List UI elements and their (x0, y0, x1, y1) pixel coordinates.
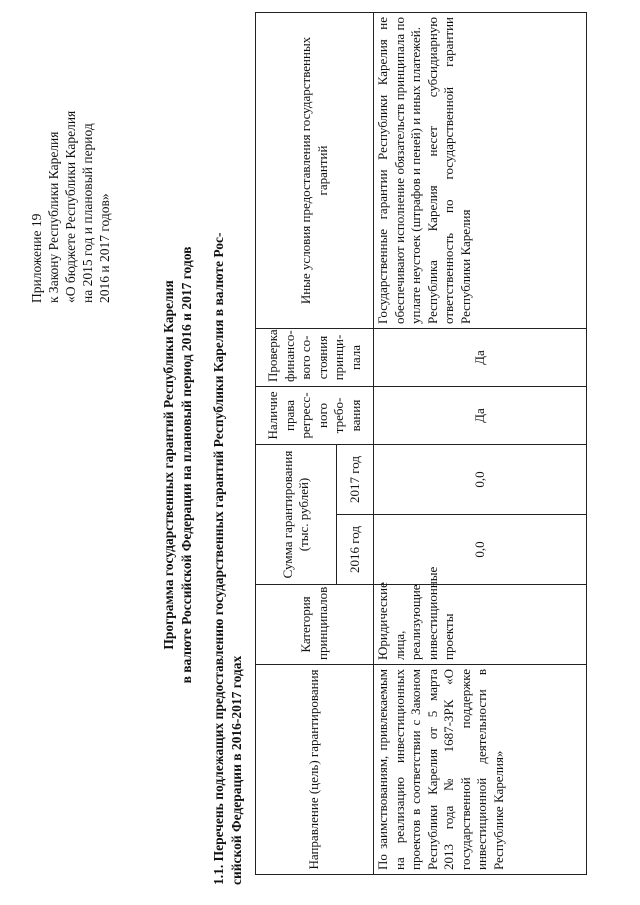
header-direction: Направление (цель) гарантирования (256, 665, 374, 875)
cell-value-2016: 0,0 (374, 515, 587, 585)
cell-value-2017: 0,0 (374, 444, 587, 514)
appendix-line: на 2015 год и плановый период (80, 123, 95, 303)
header-year-2016: 2016 год (337, 515, 374, 585)
other-conditions-paragraph: Республика Карелия несет субсидиарную ответственность по государственной гарантии Республики Карелия (424, 16, 473, 324)
cell-other-conditions (374, 12, 587, 328)
program-title-line: Программа государственных гарантий Республики Карелия (161, 280, 176, 650)
appendix-line: 2016 и 2017 годов» (97, 193, 112, 303)
program-title-line: в валюте Российской Федерации на плановый период 2016 и 2017 годов (179, 246, 194, 684)
section-title-line: сийской Федерации в 2016-2017 годах (229, 655, 244, 885)
table-header-row (256, 12, 337, 874)
appendix-header (28, 13, 113, 303)
appendix-line: к Закону Республики Карелия (46, 131, 61, 303)
header-sum: Сумма гарантирования (тыс. рублей) (256, 444, 337, 584)
header-category: Категория принципалов (256, 585, 374, 665)
header-other-conditions: Иные условия предоставления государственных гарантий (256, 12, 374, 328)
section-title (210, 15, 246, 885)
table-row (374, 12, 587, 874)
other-conditions-paragraph: Государственные гарантии Республики Карелия не обеспечивают исполнение обязательств принципала по уплате неустоек (штрафов и пеней) и иных платежей. (375, 16, 423, 324)
header-year-2017: 2017 год (337, 444, 374, 514)
guarantees-table (255, 12, 587, 875)
cell-regress: Да (374, 386, 587, 444)
cell-direction: По заимствованиям, привлекаемым на реализацию инвестиционных проектов в соответствии с Законом Республики Карелия от 5 марта 2013 года № 1687-ЗРК «О государственной поддержке инвестиционной деятельности в Республике Карелия» (374, 665, 587, 875)
header-check: Проверка финансо-вого со-стояния принци-пала (256, 328, 374, 386)
program-title (160, 145, 196, 785)
appendix-line: Приложение 19 (29, 213, 44, 303)
cell-check: Да (374, 328, 587, 386)
section-title-line: 1.1. Перечень подлежащих предоставлению государственных гарантий Республики Карелия в валюте Рос- (211, 232, 226, 885)
appendix-line: «О бюджете Республики Карелия (63, 110, 78, 303)
header-regress: Наличие права регресс-ного требо-вания (256, 386, 374, 444)
cell-category: Юридические лица, реализующие инвестиционные проекты (374, 585, 587, 665)
